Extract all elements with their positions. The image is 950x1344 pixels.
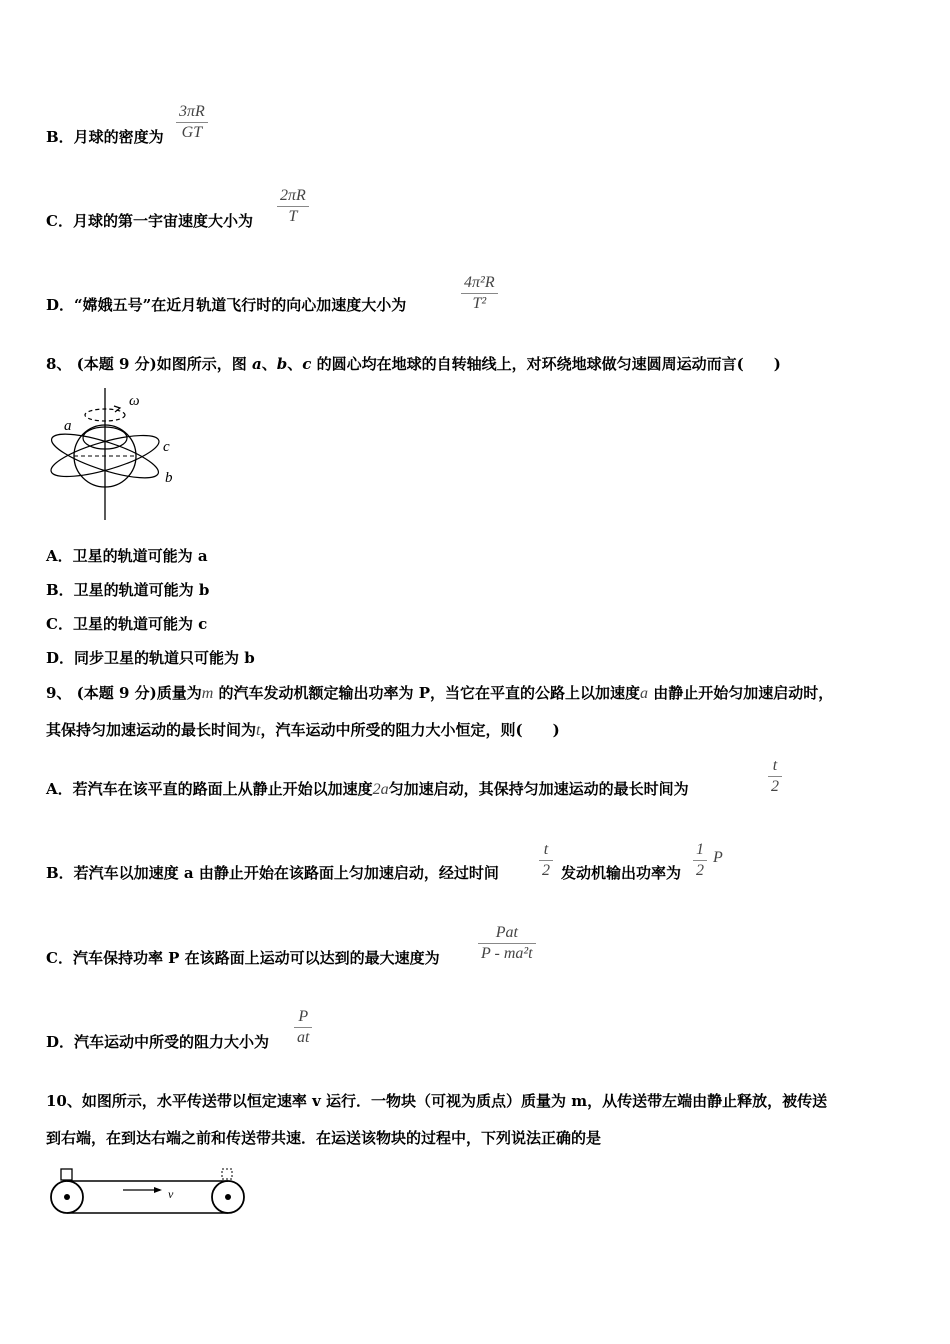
fraction-numerator: 3πR: [176, 102, 208, 123]
label-a: a: [64, 418, 72, 434]
q9-option-a-text: A．若汽车在该平直的路面上从静止开始以加速度: [46, 780, 373, 798]
q8-sep: 、: [261, 355, 277, 373]
q9-option-d-text: D．汽车运动中所受的阻力大小为: [46, 1033, 270, 1051]
q9-option-b-tail: P: [713, 849, 723, 866]
q9-option-b: [46, 863, 499, 883]
q9-option-d-fraction: [294, 1007, 312, 1048]
fraction-denominator: 2: [771, 778, 779, 795]
q8-var-c: c: [302, 355, 312, 373]
q8-option-d: D．同步卫星的轨道只可能为 b: [46, 649, 255, 667]
arrow-head-icon: [154, 1187, 162, 1193]
q7-option-d-text: D．“嫦娥五号”在近月轨道飞行时的向心加速度大小为: [46, 296, 407, 314]
label-b: b: [165, 470, 173, 486]
q8-orbit-figure: [44, 386, 184, 522]
fraction-numerator: t: [768, 756, 782, 777]
q8-stem-part: 8、 (本题 9 分)如图所示，图: [46, 355, 252, 373]
q9-option-c-text: C．汽车保持功率 P 在该路面上运动可以达到的最大速度为: [46, 949, 440, 967]
q8-option-b: B．卫星的轨道可能为 b: [46, 581, 210, 599]
q7-option-c-fraction: [277, 186, 309, 227]
fraction-numerator: Pat: [478, 923, 536, 944]
q9-option-b-fraction-1: [539, 840, 553, 881]
q8-var-a: a: [251, 355, 262, 373]
q7-option-c: [46, 211, 253, 231]
q9-option-c-fraction: [478, 923, 536, 964]
q10-stem-line2: 到右端，在到达右端之前和传送带共速．在运送该物块的过程中，下列说法正确的是: [46, 1129, 602, 1147]
q7-option-c-text: C．月球的第一宇宙速度大小为: [46, 212, 253, 230]
fraction-denominator: P - ma²t: [481, 945, 533, 962]
q9-stem-line2: [46, 720, 560, 741]
fraction-denominator: T²: [472, 295, 487, 312]
q9-stem-part: ，汽车运动中所受的阻力大小恒定，则( ): [260, 721, 560, 739]
fraction-numerator: 2πR: [277, 186, 309, 207]
fraction-numerator: t: [539, 840, 553, 861]
q10-conveyor-figure: [48, 1166, 250, 1218]
q9-option-a: [46, 779, 689, 800]
q9-option-a-text: 匀加速启动，其保持匀加速运动的最长时间为: [388, 780, 689, 798]
q9-stem-part: 由静止开始匀加速启动时，: [648, 684, 834, 702]
block-final-position: [222, 1169, 232, 1179]
q8-stem: [46, 354, 781, 374]
q7-option-b: [46, 127, 164, 147]
fraction-denominator: GT: [181, 124, 203, 141]
left-pulley-axle: [64, 1194, 70, 1200]
fraction-numerator: 4π²R: [461, 273, 498, 294]
q9-option-d: [46, 1032, 269, 1052]
q9-var-m: m: [201, 685, 214, 702]
q8-stem-part: 的圆心均在地球的自转轴线上，对环绕地球做匀速圆周运动而言( ): [311, 355, 781, 373]
right-pulley-axle: [225, 1194, 231, 1200]
q9-option-b-text2: 发动机输出功率为: [561, 864, 682, 882]
fraction-numerator: P: [294, 1007, 312, 1028]
q9-var-t: t: [256, 722, 261, 739]
q9-option-a-var: 2a: [372, 781, 389, 798]
q9-stem-part: 其保持匀加速运动的最长时间为: [46, 721, 257, 739]
q8-sep: 、: [287, 355, 303, 373]
q7-option-b-text: B．月球的密度为: [46, 128, 164, 146]
q9-stem-part: 的汽车发动机额定输出功率为 P，当它在平直的公路上以加速度: [213, 684, 641, 702]
q9-var-a: a: [640, 685, 649, 702]
q8-var-b: b: [276, 355, 288, 373]
q9-option-b-text: B．若汽车以加速度 a 由静止开始在该路面上匀加速启动，经过时间: [46, 864, 499, 882]
q10-stem-line1: 10、如图所示，水平传送带以恒定速率 v 运行．一物块（可视为质点）质量为 m，从传送带左端由静止释放，被传送: [46, 1092, 828, 1110]
q8-option-a: A．卫星的轨道可能为 a: [46, 547, 208, 565]
q9-stem-line1: [46, 683, 833, 704]
fraction-denominator: 2: [542, 862, 550, 879]
q7-option-b-fraction: [176, 102, 208, 143]
fraction-denominator: T: [288, 208, 298, 225]
block-icon: [61, 1169, 72, 1180]
label-c: c: [163, 439, 170, 455]
q7-option-d: [46, 295, 406, 315]
q9-option-b-fraction-2: [693, 840, 707, 881]
q9-option-c: [46, 948, 440, 968]
fraction-numerator: 1: [693, 840, 707, 861]
q7-option-d-fraction: [461, 273, 498, 314]
q9-stem-part: 9、 (本题 9 分)质量为: [46, 684, 202, 702]
label-omega: ω: [129, 393, 140, 409]
q8-option-c: C．卫星的轨道可能为 c: [46, 615, 208, 633]
label-v: v: [168, 1187, 174, 1201]
q9-option-a-fraction: [768, 756, 782, 797]
fraction-denominator: 2: [696, 862, 704, 879]
fraction-denominator: at: [297, 1029, 310, 1046]
